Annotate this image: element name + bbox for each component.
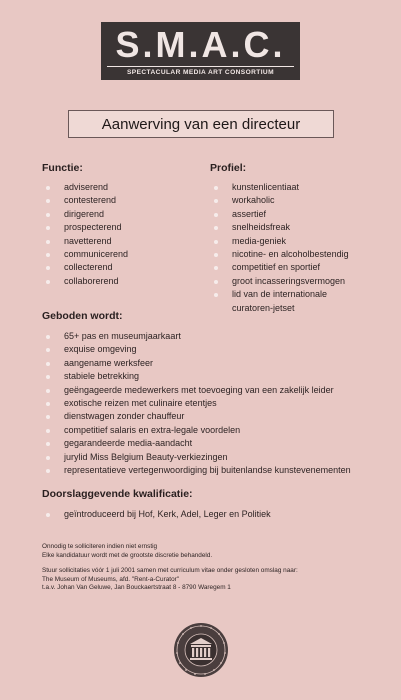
bullet-icon [214,253,218,257]
bullet-icon [46,240,50,244]
bullet-icon [46,226,50,230]
museum-seal-icon [172,621,230,679]
list-item: adviserend [42,181,128,194]
bullet-icon [46,442,50,446]
list-item: communicerend [42,248,128,261]
list-item: kunstenlicentiaat [210,181,349,194]
list-item: exotische reizen met culinaire etentjes [42,397,351,410]
bullet-icon [214,293,218,297]
list-item: navetterend [42,235,128,248]
list-item: snelheidsfreak [210,221,349,234]
list-item: competitief en sportief [210,261,349,274]
bullet-icon [46,362,50,366]
bullet-icon [46,266,50,270]
list-item-continuation: curatoren-jetset [232,302,295,313]
list-item: 65+ pas en museumjaarkaart [42,330,351,343]
bullet-icon [46,186,50,190]
bullet-icon [46,469,50,473]
list-item: dienstwagen zonder chauffeur [42,410,351,423]
list-item: exquise omgeving [42,343,351,356]
list-item: aangename werksfeer [42,357,351,370]
bullet-icon [214,266,218,270]
profiel-heading: Profiel: [210,162,247,174]
bullet-icon [46,389,50,393]
profiel-list [210,181,349,315]
notice-text: Onnodig te solliciteren indien niet ernstig Elke kandidatuur wordt met de grootste discretie behandeld. [42,543,213,559]
bullet-icon [46,375,50,379]
page-title [68,110,334,138]
logo-letters: S.M.A.C. [115,24,286,65]
bullet-icon [214,226,218,230]
geboden-list [42,330,351,477]
bullet-icon [46,280,50,284]
list-item: gegarandeerde media-aandacht [42,437,351,450]
list-item: contesterend [42,194,128,207]
bullet-icon [46,402,50,406]
bullet-icon [214,186,218,190]
functie-heading: Functie: [42,162,83,174]
bullet-icon [46,199,50,203]
bullet-icon [46,415,50,419]
list-item: lid van de internationale [210,288,349,301]
list-item: groot incasseringsvermogen [210,275,349,288]
list-item: geëngageerde medewerkers met toevoeging van een zakelijk leider [42,384,351,397]
list-item: assertief [210,208,349,221]
list-item: representatieve vertegenwoordiging bij buitenlandse kunstevenementen [42,464,351,477]
list-item: workaholic [210,194,349,207]
list-item: geïntroduceerd bij Hof, Kerk, Adel, Leger en Politiek [42,508,271,521]
list-item: dirigerend [42,208,128,221]
bullet-icon [46,429,50,433]
list-item: jurylid Miss Belgium Beauty-verkiezingen [42,451,351,464]
bullet-icon [46,513,50,517]
kwalificatie-heading: Doorslaggevende kwalificatie: [42,488,193,500]
bullet-icon [214,240,218,244]
smac-logo [101,22,300,80]
list-item: competitief salaris en extra-legale voordelen [42,424,351,437]
list-item: nicotine- en alcoholbestendig [210,248,349,261]
logo-subtitle: SPECTACULAR MEDIA ART CONSORTIUM [107,66,294,76]
kwalificatie-list [42,508,271,521]
bullet-icon [46,213,50,217]
list-item: prospecterend [42,221,128,234]
bullet-icon [214,280,218,284]
list-item: collecterend [42,261,128,274]
geboden-heading: Geboden wordt: [42,310,123,322]
bullet-icon [46,456,50,460]
bullet-icon [46,335,50,339]
list-item: media-geniek [210,235,349,248]
functie-list [42,181,128,288]
application-address: Stuur sollicitaties vóór 1 juli 2001 samen met curriculum vitae onder gesloten omslag naar: The Museum of Museums, afd. "Rent-a-Curator" t.a.v. Johan Van Geluwe, Jan Bouckaertstraat 8 - 8790 Waregem 1 [42,567,298,592]
list-item: stabiele betrekking [42,370,351,383]
bullet-icon [46,253,50,257]
bullet-icon [46,348,50,352]
list-item: collaborerend [42,275,128,288]
bullet-icon [214,199,218,203]
page-title-text: Aanwerving van een directeur [101,115,301,133]
bullet-icon [214,213,218,217]
